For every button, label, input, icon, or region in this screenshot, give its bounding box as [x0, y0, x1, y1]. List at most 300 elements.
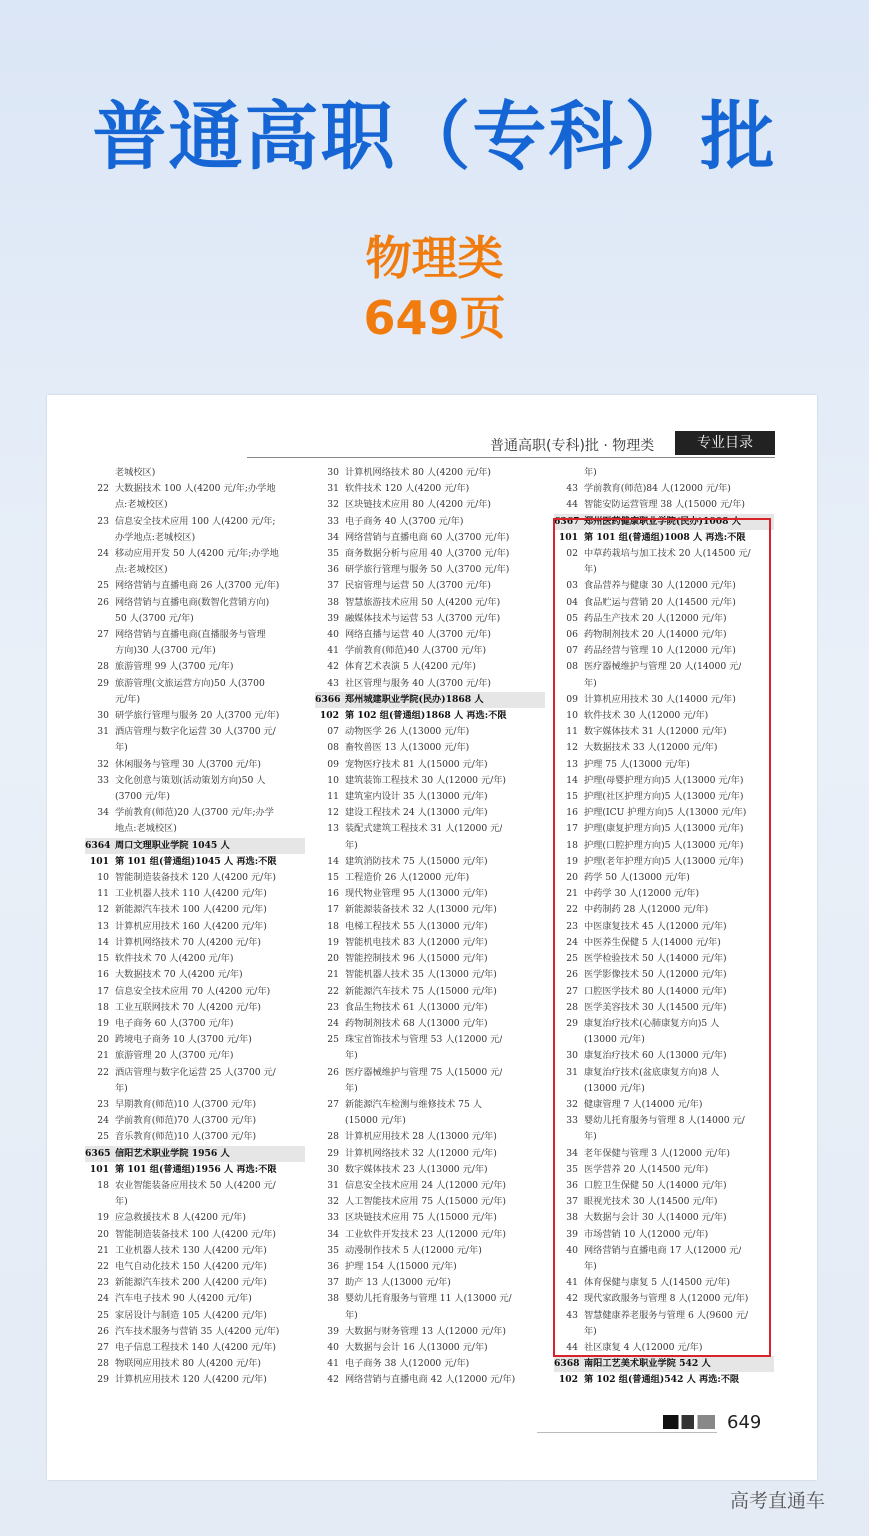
entry-text: 办学地点:老城校区)	[115, 531, 196, 543]
entry-row	[85, 595, 305, 611]
watermark: 高考直通车	[730, 1490, 826, 1512]
entry-text: 旅游管理 20 人(3700 元/年)	[115, 1050, 234, 1062]
entry-row	[315, 530, 545, 546]
entry-code: 23	[327, 1001, 339, 1013]
entry-text: 婴幼儿托育服务与管理 11 人(13000 元/	[345, 1293, 512, 1305]
entry-text: 智能制造装备技术 120 人(4200 元/年)	[115, 872, 277, 884]
entry-row	[85, 1340, 305, 1356]
entry-code: 18	[97, 1001, 109, 1013]
entry-text: 软件技术 70 人(4200 元/年)	[115, 953, 234, 965]
entry-text: (3700 元/年)	[115, 791, 170, 803]
entry-code: 21	[327, 969, 339, 981]
entry-row	[315, 578, 545, 594]
entry-text: 学前教育(师范)20 人(3700 元/年;办学	[115, 807, 274, 819]
entry-text: 年)	[584, 677, 597, 689]
entry-text: 健康管理 7 人(14000 元/年)	[584, 1098, 703, 1110]
entry-code: 33	[566, 1115, 578, 1127]
entry-row	[315, 627, 545, 643]
entry-code: 42	[566, 1293, 578, 1305]
entry-text: 区块链技术应用 80 人(4200 元/年)	[345, 499, 491, 511]
entry-text: 药品生产技术 20 人(12000 元/年)	[584, 612, 727, 624]
entry-code: 15	[97, 953, 109, 965]
entry-code: 101	[558, 531, 578, 543]
entry-code: 25	[566, 953, 578, 965]
entry-code: 34	[566, 1147, 578, 1159]
entry-code: 12	[327, 807, 339, 819]
entry-code: 40	[566, 1244, 578, 1256]
entry-row	[315, 1259, 545, 1275]
entry-row	[315, 659, 545, 675]
entry-code: 22	[97, 483, 109, 495]
entry-code: 19	[566, 855, 578, 867]
entry-row	[315, 967, 545, 983]
entry-code: 04	[566, 596, 578, 608]
entry-code: 11	[566, 726, 578, 738]
entry-row	[315, 773, 545, 789]
page-number: 649	[727, 1412, 762, 1433]
entry-row	[85, 1113, 305, 1129]
entry-row	[85, 1194, 305, 1210]
entry-row	[85, 821, 305, 837]
entry-text: 智能制造装备技术 100 人(4200 元/年)	[115, 1228, 277, 1240]
entry-code: 11	[97, 888, 109, 900]
entry-row	[85, 1032, 305, 1048]
entry-text: 汽车技术服务与营销 35 人(4200 元/年)	[115, 1325, 280, 1337]
entry-code: 41	[327, 1358, 339, 1370]
entry-code: 19	[327, 936, 339, 948]
entry-text: 第 102 组(普通组)542 人 再选:不限	[584, 1374, 740, 1386]
entry-code: 43	[566, 483, 578, 495]
entry-code: 39	[566, 1228, 578, 1240]
entry-code: 34	[327, 1228, 339, 1240]
entry-text: 医学营养 20 人(14500 元/年)	[584, 1163, 709, 1175]
entry-text: 宠物医疗技术 81 人(15000 元/年)	[345, 758, 488, 770]
entry-row	[85, 935, 305, 951]
entry-row	[315, 481, 545, 497]
entry-text: 智能机电技术 83 人(12000 元/年)	[345, 936, 488, 948]
entry-row	[315, 497, 545, 513]
entry-text: 网络营销与直播电商 17 人(12000 元/	[584, 1244, 742, 1256]
entry-text: 人工智能技术应用 75 人(15000 元/年)	[345, 1196, 507, 1208]
entry-row	[85, 805, 305, 821]
entry-code: 6366	[315, 693, 341, 705]
entry-text: 数字媒体技术 23 人(13000 元/年)	[345, 1163, 488, 1175]
entry-code: 44	[566, 499, 578, 511]
entry-text: 新能源汽车技术 75 人(15000 元/年)	[345, 985, 497, 997]
entry-code: 19	[97, 1017, 109, 1029]
entry-text: 中医康复技术 45 人(12000 元/年)	[584, 920, 727, 932]
entry-code: 29	[327, 1147, 339, 1159]
entry-text: 物联网应用技术 80 人(4200 元/年)	[115, 1358, 261, 1370]
entry-text: 建筑装饰工程技术 30 人(12000 元/年)	[345, 774, 507, 786]
entry-text: 体育保健与康复 5 人(14500 元/年)	[584, 1277, 730, 1289]
entry-code: 35	[327, 548, 339, 560]
entry-code: 28	[97, 1358, 109, 1370]
entry-row	[315, 886, 545, 902]
running-header: 普通高职(专科)批 · 物理类	[490, 438, 655, 454]
entry-code: 39	[327, 612, 339, 624]
entry-text: 元/年)	[115, 693, 141, 705]
entry-text: 年)	[345, 1309, 358, 1321]
entry-row	[315, 935, 545, 951]
entry-row	[85, 724, 305, 740]
entry-text: 药物制剂技术 68 人(13000 元/年)	[345, 1017, 488, 1029]
entry-row	[315, 1162, 545, 1178]
entry-code: 20	[566, 872, 578, 884]
entry-code: 101	[89, 1163, 109, 1175]
entry-code: 22	[97, 1260, 109, 1272]
entry-code: 36	[566, 1179, 578, 1191]
page-marker-icon	[663, 1415, 715, 1429]
entry-code: 26	[97, 1325, 109, 1337]
entry-row	[315, 514, 545, 530]
entry-row	[85, 1275, 305, 1291]
entry-text: 中药制药 28 人(12000 元/年)	[584, 904, 709, 916]
entry-row	[85, 902, 305, 918]
entry-code: 18	[97, 1179, 109, 1191]
entry-code: 28	[327, 1131, 339, 1143]
entry-text: 信息安全技术应用 100 人(4200 元/年;	[115, 515, 276, 527]
entry-row	[315, 1308, 545, 1324]
entry-row	[85, 708, 305, 724]
entry-text: 第 102 组(普通组)1868 人 再选:不限	[345, 710, 507, 722]
entry-text: 网络营销与直播电商(数智化营销方向)	[115, 596, 270, 608]
entry-text: 旅游管理 99 人(3700 元/年)	[115, 661, 234, 673]
entry-text: 网络直播与运营 40 人(3700 元/年)	[345, 629, 491, 641]
entry-text: 信息安全技术应用 24 人(12000 元/年)	[345, 1179, 507, 1191]
entry-row	[315, 919, 545, 935]
entry-code: 21	[97, 1050, 109, 1062]
entry-text: 医学影像技术 50 人(12000 元/年)	[584, 969, 727, 981]
entry-row	[315, 984, 545, 1000]
entry-code: 38	[327, 1293, 339, 1305]
page-title: 普通高职（专科）批	[92, 94, 777, 180]
entry-code: 36	[327, 564, 339, 576]
entry-text: 护理(母婴护理方向)5 人(13000 元/年)	[584, 774, 744, 786]
entry-row	[554, 497, 774, 513]
entry-code: 16	[97, 969, 109, 981]
entry-row	[315, 724, 545, 740]
entry-text: 口腔医学技术 80 人(14000 元/年)	[584, 985, 727, 997]
entry-code: 34	[97, 807, 109, 819]
entry-row	[85, 1097, 305, 1113]
entry-row	[315, 1324, 545, 1340]
entry-text: 珠宝首饰技术与管理 53 人(12000 元/	[345, 1034, 503, 1046]
entry-text: 体育艺术表演 5 人(4200 元/年)	[345, 661, 476, 673]
page-label: 649页	[363, 291, 506, 345]
entry-row	[85, 984, 305, 1000]
entry-code: 37	[327, 1277, 339, 1289]
entry-code: 26	[327, 1066, 339, 1078]
entry-row	[315, 1340, 545, 1356]
entry-text: 中医养生保健 5 人(14000 元/年)	[584, 936, 721, 948]
entry-text: 融媒体技术与运营 53 人(3700 元/年)	[345, 612, 501, 624]
entry-code: 24	[327, 1017, 339, 1029]
entry-text: 计算机网络技术 70 人(4200 元/年)	[115, 936, 261, 948]
entry-row	[85, 465, 305, 481]
entry-code: 22	[566, 904, 578, 916]
entry-code: 25	[327, 1034, 339, 1046]
entry-row	[85, 789, 305, 805]
entry-row	[85, 870, 305, 886]
entry-text: 老年保健与管理 3 人(12000 元/年)	[584, 1147, 730, 1159]
entry-text: 市场营销 10 人(12000 元/年)	[584, 1228, 709, 1240]
entry-text: 食品贮运与营销 20 人(14500 元/年)	[584, 596, 736, 608]
entry-text: (13000 元/年)	[584, 1082, 645, 1094]
entry-text: 文化创意与策划(活动策划方向)50 人	[115, 774, 266, 786]
entry-text: 早期教育(师范)10 人(3700 元/年)	[115, 1098, 257, 1110]
section-tag: 专业目录	[675, 431, 775, 455]
entry-code: 08	[327, 742, 339, 754]
entry-row	[315, 821, 545, 837]
entry-code: 03	[566, 580, 578, 592]
entry-row	[315, 1081, 545, 1097]
entry-row	[85, 886, 305, 902]
entry-text: 网络营销与直播电商 60 人(3700 元/年)	[345, 531, 510, 543]
entry-text: 工业软件开发技术 23 人(12000 元/年)	[345, 1228, 507, 1240]
entry-text: 计算机应用技术 28 人(13000 元/年)	[345, 1131, 497, 1143]
entry-code: 25	[97, 1131, 109, 1143]
entry-code: 11	[327, 791, 339, 803]
entry-code: 36	[327, 1260, 339, 1272]
entry-row	[315, 838, 545, 854]
entry-code: 13	[97, 920, 109, 932]
entry-text: 护理(社区护理方向)5 人(13000 元/年)	[584, 791, 744, 803]
entry-row	[85, 1178, 305, 1194]
entry-text: 南阳工艺美术职业学院 542 人	[584, 1358, 711, 1370]
group-row	[85, 854, 305, 870]
entry-text: 信息安全技术应用 70 人(4200 元/年)	[115, 985, 271, 997]
entry-code: 33	[327, 515, 339, 527]
entry-code: 101	[89, 855, 109, 867]
entry-row	[315, 1194, 545, 1210]
entry-code: 30	[97, 710, 109, 722]
entry-code: 09	[327, 758, 339, 770]
entry-code: 09	[566, 693, 578, 705]
entry-text: 计算机网络技术 32 人(12000 元/年)	[345, 1147, 497, 1159]
entry-row	[85, 578, 305, 594]
entry-code: 102	[319, 710, 339, 722]
entry-text: 年)	[584, 1325, 597, 1337]
entry-row	[315, 854, 545, 870]
entry-code: 10	[327, 774, 339, 786]
entry-text: 年)	[115, 742, 128, 754]
entry-code: 37	[327, 580, 339, 592]
entry-text: 研学旅行管理与服务 20 人(3700 元/年)	[115, 710, 280, 722]
entry-row	[85, 1291, 305, 1307]
entry-code: 12	[97, 904, 109, 916]
entry-code: 38	[566, 1212, 578, 1224]
entry-row	[85, 481, 305, 497]
entry-text: 装配式建筑工程技术 31 人(12000 元/	[345, 823, 503, 835]
footer-rule	[537, 1432, 717, 1433]
entry-row	[85, 1016, 305, 1032]
institution-row	[315, 692, 545, 708]
entry-code: 6367	[554, 515, 580, 527]
entry-text: 民宿管理与运营 50 人(3700 元/年)	[345, 580, 491, 592]
entry-text: 建筑室内设计 35 人(13000 元/年)	[345, 791, 488, 803]
entry-text: 点:老城校区)	[115, 499, 168, 511]
entry-text: 旅游管理(文旅运营方向)50 人(3700	[115, 677, 265, 689]
entry-code: 42	[327, 1374, 339, 1386]
entry-row	[85, 530, 305, 546]
entry-code: 22	[97, 1066, 109, 1078]
entry-text: 学前教育(师范)84 人(12000 元/年)	[584, 483, 731, 495]
entry-text: 年)	[115, 1082, 128, 1094]
entry-text: 动漫制作技术 5 人(12000 元/年)	[345, 1244, 482, 1256]
entry-code: 22	[327, 985, 339, 997]
entry-text: 地点:老城校区)	[115, 823, 177, 835]
entry-row	[315, 1097, 545, 1113]
entry-code: 26	[566, 969, 578, 981]
entry-code: 6368	[554, 1358, 580, 1370]
entry-text: 药学 50 人(13000 元/年)	[584, 872, 690, 884]
entry-code: 17	[97, 985, 109, 997]
entry-text: 郑州医药健康职业学院(民办)1008 人	[584, 515, 741, 527]
entry-text: 电子商务 38 人(12000 元/年)	[345, 1358, 470, 1370]
entry-code: 102	[558, 1374, 578, 1386]
entry-text: 计算机应用技术 160 人(4200 元/年)	[115, 920, 267, 932]
entry-code: 30	[327, 467, 339, 478]
entry-code: 24	[566, 936, 578, 948]
entry-row	[85, 1324, 305, 1340]
entry-row	[315, 1178, 545, 1194]
entry-text: 新能源汽车技术 100 人(4200 元/年)	[115, 904, 267, 916]
entry-text: (15000 元/年)	[345, 1115, 406, 1127]
entry-code: 31	[97, 726, 109, 738]
entry-code: 17	[566, 823, 578, 835]
entry-row	[85, 1210, 305, 1226]
entry-row	[85, 740, 305, 756]
entry-text: 老城校区)	[115, 467, 156, 478]
entry-text: 网络营销与直播电商(直播服务与管理	[115, 629, 266, 641]
entry-row	[85, 1048, 305, 1064]
entry-row	[315, 789, 545, 805]
entry-text: 护理(口腔护理方向)5 人(13000 元/年)	[584, 839, 744, 851]
entry-row	[315, 1016, 545, 1032]
entry-code: 29	[97, 677, 109, 689]
entry-text: 休闲服务与管理 30 人(3700 元/年)	[115, 758, 261, 770]
entry-text: 应急救援技术 8 人(4200 元/年)	[115, 1212, 246, 1224]
entry-text: 新能源汽车技术 200 人(4200 元/年)	[115, 1277, 267, 1289]
entry-text: 电子商务 60 人(3700 元/年)	[115, 1017, 234, 1029]
entry-code: 6365	[85, 1147, 111, 1159]
entry-text: 汽车电子技术 90 人(4200 元/年)	[115, 1293, 252, 1305]
entry-code: 26	[97, 596, 109, 608]
entry-text: 大数据技术 70 人(4200 元/年)	[115, 969, 243, 981]
entry-code: 23	[97, 1098, 109, 1110]
entry-text: 大数据与财务管理 13 人(12000 元/年)	[345, 1325, 507, 1337]
entry-code: 39	[327, 1325, 339, 1337]
entry-text: 康复治疗技术 60 人(13000 元/年)	[584, 1050, 727, 1062]
entry-code: 23	[566, 920, 578, 932]
entry-row	[315, 1129, 545, 1145]
entry-row	[315, 1032, 545, 1048]
entry-code: 41	[327, 645, 339, 657]
entry-code: 18	[566, 839, 578, 851]
entry-text: 跨境电子商务 10 人(3700 元/年)	[115, 1034, 252, 1046]
entry-text: 工业机器人技术 130 人(4200 元/年)	[115, 1244, 267, 1256]
entry-text: 食品营养与健康 30 人(12000 元/年)	[584, 580, 736, 592]
entry-row	[85, 643, 305, 659]
group-row	[315, 708, 545, 724]
entry-row	[85, 611, 305, 627]
category-label: 物理类	[365, 231, 504, 285]
entry-row	[85, 1129, 305, 1145]
entry-code: 29	[97, 1374, 109, 1386]
entry-code: 27	[327, 1098, 339, 1110]
entry-row	[315, 902, 545, 918]
entry-code: 25	[97, 1309, 109, 1321]
institution-row	[554, 1356, 774, 1372]
entry-text: 大数据与会计 16 人(13000 元/年)	[345, 1341, 488, 1353]
header-rule	[247, 457, 775, 458]
entry-row	[315, 595, 545, 611]
entry-text: 计算机应用技术 30 人(14000 元/年)	[584, 693, 736, 705]
entry-row	[315, 611, 545, 627]
entry-row	[315, 1275, 545, 1291]
entry-text: 数字媒体技术 31 人(12000 元/年)	[584, 726, 727, 738]
entry-text: 年)	[345, 839, 358, 851]
entry-row	[85, 1259, 305, 1275]
entry-row	[315, 465, 545, 481]
entry-code: 40	[327, 629, 339, 641]
entry-text: 工业机器人技术 110 人(4200 元/年)	[115, 888, 267, 900]
entry-code: 37	[566, 1196, 578, 1208]
entry-code: 35	[566, 1163, 578, 1175]
entry-row	[85, 627, 305, 643]
entry-row	[315, 1356, 545, 1372]
entry-code: 44	[566, 1341, 578, 1353]
entry-text: 方向)30 人(3700 元/年)	[115, 645, 216, 657]
entry-text: 软件技术 120 人(4200 元/年)	[345, 483, 470, 495]
entry-code: 17	[327, 904, 339, 916]
entry-code: 14	[97, 936, 109, 948]
entry-code: 24	[97, 1293, 109, 1305]
entry-row	[85, 1243, 305, 1259]
entry-code: 13	[327, 823, 339, 835]
entry-text: 移动应用开发 50 人(4200 元/年;办学地	[115, 548, 279, 560]
entry-code: 16	[566, 807, 578, 819]
entry-text: (13000 元/年)	[584, 1034, 645, 1046]
entry-text: 新能源汽车检测与维修技术 75 人	[345, 1098, 482, 1110]
entry-row	[315, 546, 545, 562]
entry-code: 35	[327, 1244, 339, 1256]
entry-row	[85, 1356, 305, 1372]
entry-text: 建设工程技术 24 人(13000 元/年)	[345, 807, 488, 819]
entry-text: 年)	[584, 1260, 597, 1272]
entry-code: 10	[97, 872, 109, 884]
entry-text: 建筑消防技术 75 人(15000 元/年)	[345, 855, 488, 867]
entry-text: 食品生物技术 61 人(13000 元/年)	[345, 1001, 488, 1013]
entry-code: 24	[97, 1115, 109, 1127]
entry-text: 动物医学 26 人(13000 元/年)	[345, 726, 470, 738]
entry-text: 智能安防运营管理 38 人(15000 元/年)	[584, 499, 746, 511]
entry-code: 33	[327, 1212, 339, 1224]
entry-row	[85, 562, 305, 578]
entry-code: 20	[97, 1228, 109, 1240]
entry-code: 32	[327, 1196, 339, 1208]
entry-row	[85, 773, 305, 789]
entry-row	[315, 1372, 545, 1388]
entry-text: 电子商务 40 人(3700 元/年)	[345, 515, 464, 527]
entry-code: 27	[566, 985, 578, 997]
entry-row	[315, 562, 545, 578]
entry-text: 年)	[115, 1196, 128, 1208]
entry-row	[85, 514, 305, 530]
entry-row	[315, 1146, 545, 1162]
entry-code: 23	[97, 515, 109, 527]
